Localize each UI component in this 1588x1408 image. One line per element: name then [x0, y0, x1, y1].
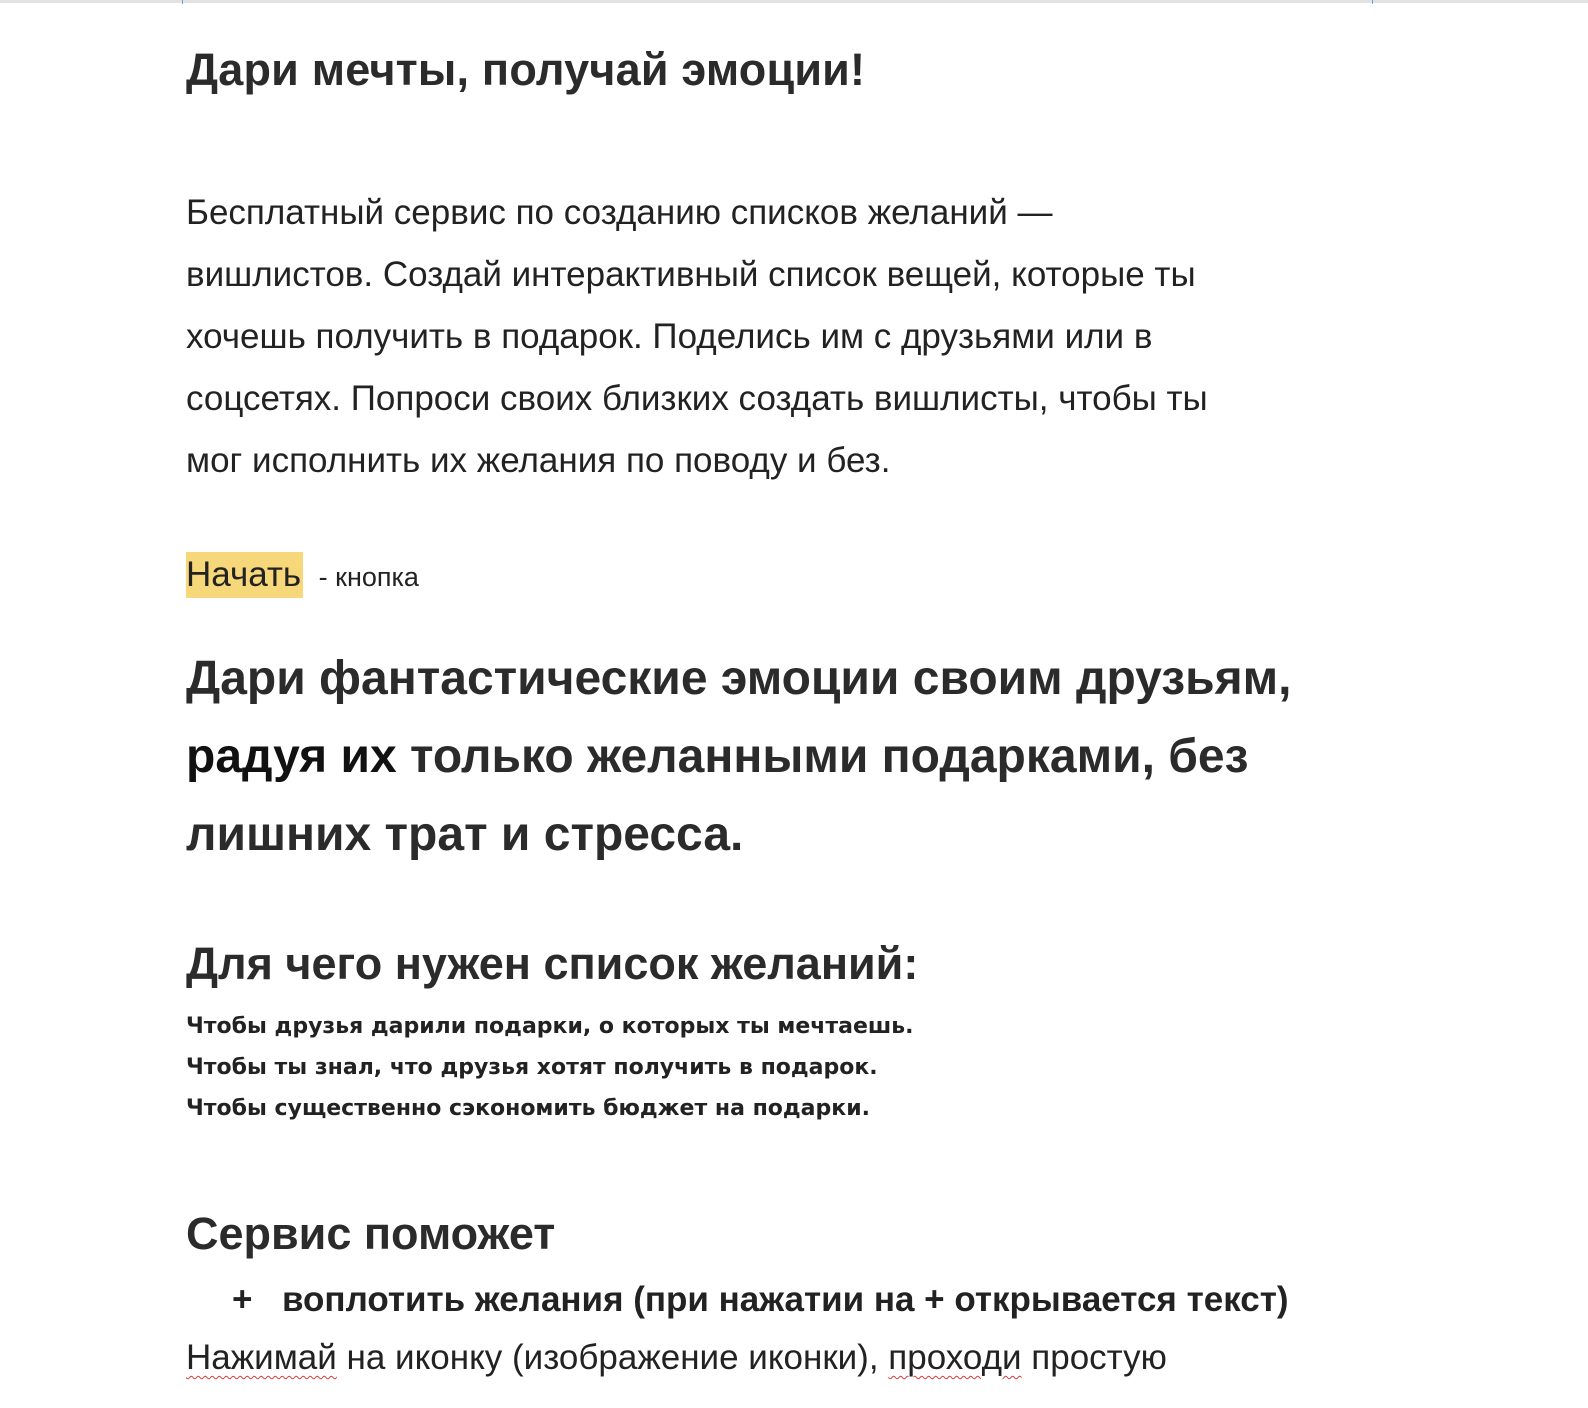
intro-line: вишлистов. Создай интерактивный список вещей, которые ты	[186, 255, 1196, 294]
why-list	[186, 1006, 914, 1129]
service-item	[232, 1280, 1289, 1320]
intro-line: хочешь получить в подарок. Поделись им с друзьями или в	[186, 317, 1153, 356]
intro-paragraph	[186, 182, 1376, 492]
plus-icon: +	[232, 1280, 253, 1319]
main-heading: Дари мечты, получай эмоции!	[186, 44, 866, 95]
service-item-text: воплотить желания (при нажатии на + открывается текст)	[282, 1280, 1289, 1319]
start-row	[186, 552, 419, 598]
service-heading: Сервис поможет	[186, 1208, 556, 1259]
emotions-heading-line	[186, 718, 1446, 796]
instructions-line	[186, 1338, 1167, 1378]
start-highlighted-text: Начать	[186, 552, 303, 598]
emotions-heading-emphasis: радуя их	[186, 730, 397, 783]
instructions-text: на иконку (изображение иконки),	[336, 1338, 889, 1377]
intro-line: Бесплатный сервис по созданию списков желаний —	[186, 193, 1053, 232]
why-item: Чтобы друзья дарили подарки, о которых ты мечтаешь.	[186, 1014, 914, 1039]
emotions-heading-line: Дари фантастические эмоции своим друзьям,	[186, 652, 1292, 705]
misspelled-word: Нажимай	[186, 1338, 337, 1377]
why-item: Чтобы существенно сэкономить бюджет на подарки.	[186, 1096, 870, 1121]
why-item: Чтобы ты знал, что друзья хотят получить в подарок.	[186, 1055, 878, 1080]
intro-line: соцсетях. Попроси своих близких создать вишлисты, чтобы ты	[186, 379, 1208, 418]
emotions-heading	[186, 640, 1446, 874]
instructions-text: простую	[1021, 1338, 1167, 1377]
start-note: - кнопка	[311, 562, 419, 592]
emotions-heading-line: лишних трат и стресса.	[186, 808, 744, 861]
intro-line: мог исполнить их желания по поводу и без.	[186, 441, 891, 480]
page-top-rule	[0, 0, 1588, 3]
misspelled-word: проходи	[888, 1338, 1022, 1377]
ruler-marker-right	[1372, 0, 1373, 4]
ruler-marker-left	[182, 0, 183, 4]
emotions-heading-rest: только желанными подарками, без	[396, 730, 1249, 783]
why-heading: Для чего нужен список желаний:	[186, 938, 919, 989]
